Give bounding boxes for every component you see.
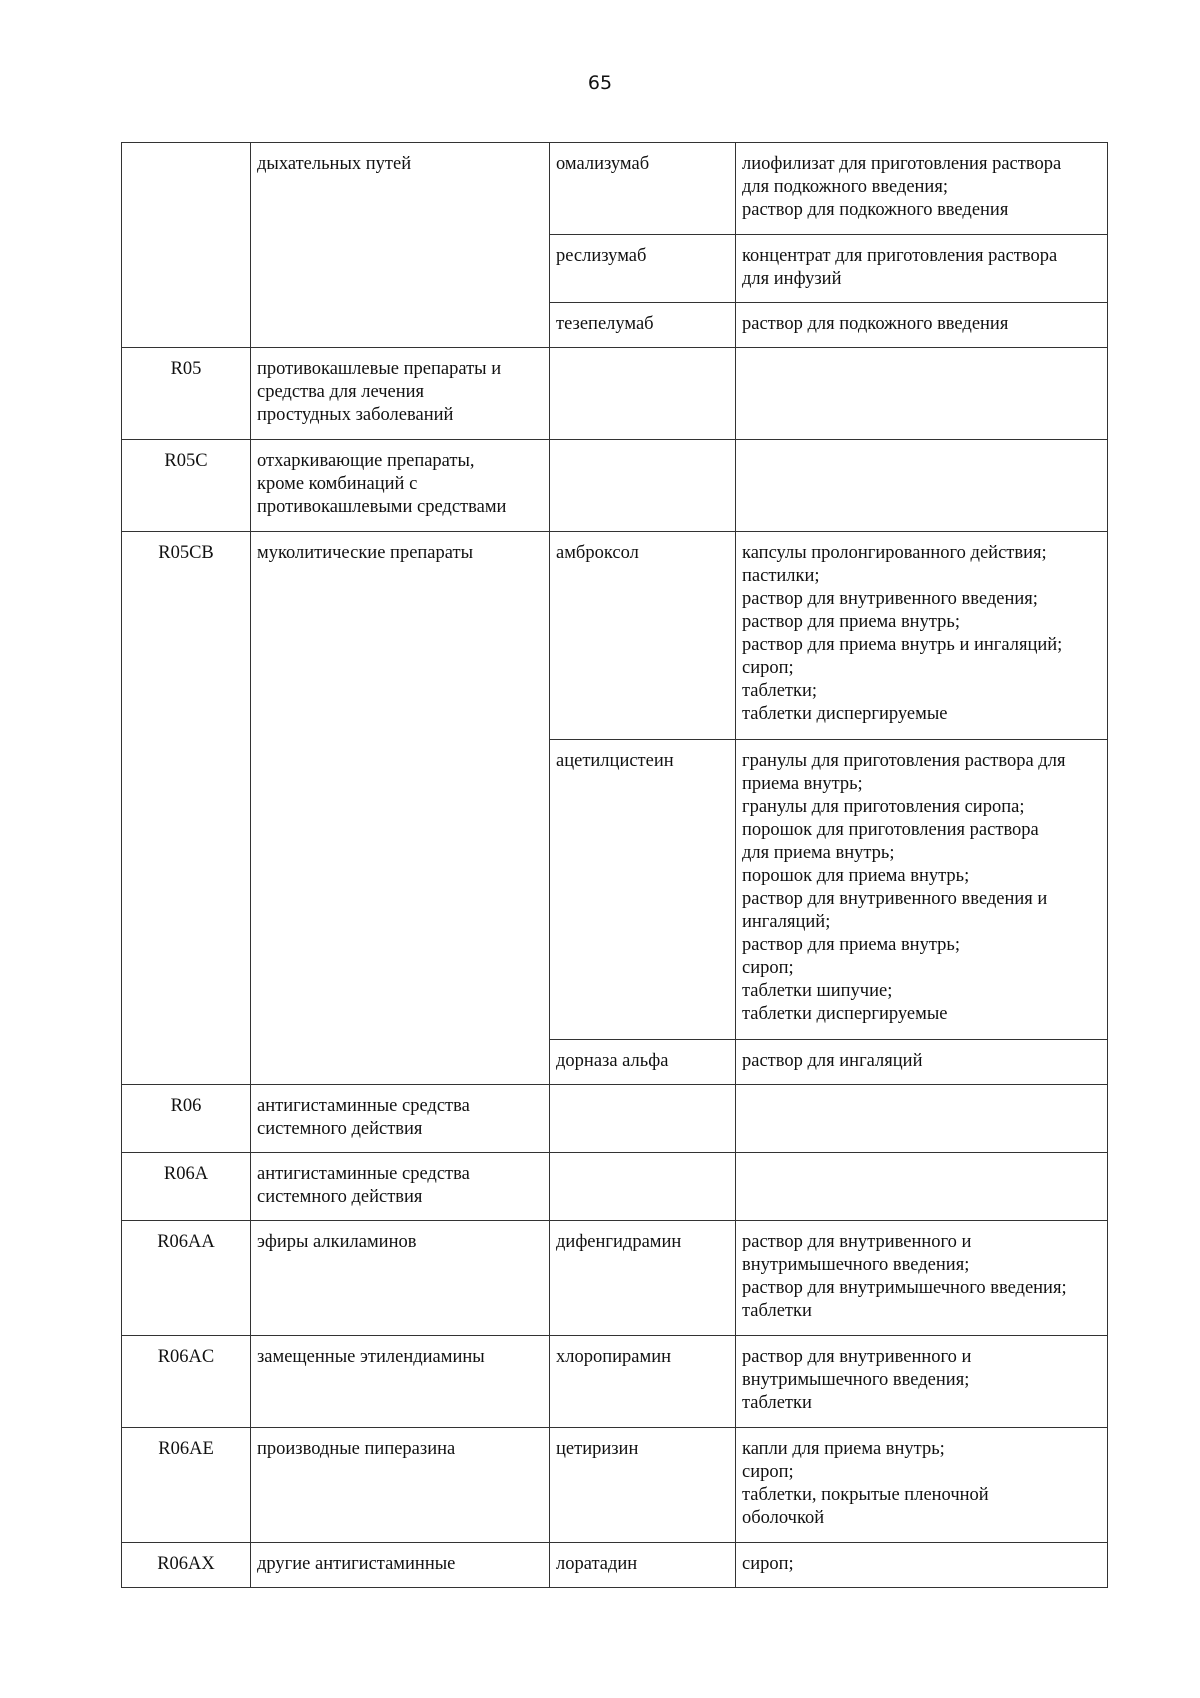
- form-line: сироп;: [742, 658, 794, 678]
- form-line: приема внутрь;: [742, 774, 863, 794]
- table-row: [122, 348, 1108, 440]
- forms-cell: [736, 303, 1108, 348]
- forms-cell: [736, 1336, 1108, 1428]
- form-line: таблетки: [742, 1301, 812, 1321]
- table-row: [122, 532, 1108, 740]
- form-line: для подкожного введения;: [742, 177, 948, 197]
- atc-code-cell: R06A: [122, 1153, 251, 1221]
- group-text: замещенные этилендиамины: [257, 1347, 485, 1367]
- form-line: внутримышечного введения;: [742, 1370, 970, 1390]
- drug-cell: ацетилцистеин: [550, 740, 736, 1040]
- forms-cell: [736, 440, 1108, 532]
- forms-cell: [736, 1085, 1108, 1153]
- table-row: [122, 1085, 1108, 1153]
- atc-code-cell: R06AE: [122, 1428, 251, 1543]
- drug-cell: [550, 440, 736, 532]
- forms-cell: [736, 532, 1108, 740]
- group-text: кроме комбинаций с: [257, 474, 418, 494]
- group-cell: [251, 1085, 550, 1153]
- drug-cell: амброксол: [550, 532, 736, 740]
- form-line: капли для приема внутрь;: [742, 1439, 945, 1459]
- form-line: таблетки, покрытые пленочной: [742, 1485, 989, 1505]
- group-cell: [251, 1336, 550, 1428]
- drug-cell: реслизумаб: [550, 235, 736, 303]
- form-line: раствор для внутривенного введения и: [742, 889, 1048, 909]
- atc-code-cell: R05CB: [122, 532, 251, 1085]
- page-number: 65: [587, 72, 613, 94]
- form-line: раствор для приема внутрь;: [742, 612, 960, 632]
- group-cell: [251, 1428, 550, 1543]
- group-text: муколитические препараты: [257, 543, 474, 563]
- drug-table: [121, 142, 1108, 1588]
- drug-cell: [550, 1085, 736, 1153]
- drug-cell: [550, 1153, 736, 1221]
- drug-cell: дифенгидрамин: [550, 1221, 736, 1336]
- forms-cell: [736, 143, 1108, 235]
- group-cell: [251, 1543, 550, 1588]
- form-line: раствор для внутривенного и: [742, 1232, 972, 1252]
- drug-cell: тезепелумаб: [550, 303, 736, 348]
- atc-code-cell: R06AA: [122, 1221, 251, 1336]
- table-row: [122, 1543, 1108, 1588]
- group-text: эфиры алкиламинов: [257, 1232, 417, 1252]
- form-line: для инфузий: [742, 269, 842, 289]
- form-line: порошок для приема внутрь;: [742, 866, 970, 886]
- forms-cell: [736, 1543, 1108, 1588]
- form-line: ингаляций;: [742, 912, 831, 932]
- form-line: сироп;: [742, 958, 794, 978]
- form-line: раствор для приема внутрь;: [742, 935, 960, 955]
- drug-cell: [550, 348, 736, 440]
- group-text: системного действия: [257, 1119, 423, 1139]
- group-text: отхаркивающие препараты,: [257, 451, 475, 471]
- atc-code-cell: R06: [122, 1085, 251, 1153]
- atc-code-cell: R05C: [122, 440, 251, 532]
- form-line: гранулы для приготовления сиропа;: [742, 797, 1025, 817]
- form-line: капсулы пролонгированного действия;: [742, 543, 1047, 563]
- forms-cell: [736, 740, 1108, 1040]
- form-line: лиофилизат для приготовления раствора: [742, 154, 1062, 174]
- form-line: раствор для приема внутрь и ингаляций;: [742, 635, 1063, 655]
- atc-code-cell: [122, 143, 251, 348]
- forms-cell: [736, 1221, 1108, 1336]
- atc-code-cell: R06AC: [122, 1336, 251, 1428]
- form-line: таблетки;: [742, 681, 818, 701]
- drug-cell: дорназа альфа: [550, 1040, 736, 1085]
- group-text: антигистаминные средства: [257, 1096, 470, 1116]
- form-line: для приема внутрь;: [742, 843, 895, 863]
- group-cell: [251, 532, 550, 1085]
- form-line: таблетки диспергируемые: [742, 1004, 948, 1024]
- forms-cell: [736, 235, 1108, 303]
- drug-cell: хлоропирамин: [550, 1336, 736, 1428]
- atc-code-cell: R06AX: [122, 1543, 251, 1588]
- group-text: производные пиперазина: [257, 1439, 456, 1459]
- group-text: системного действия: [257, 1187, 423, 1207]
- form-line: раствор для внутримышечного введения;: [742, 1278, 1067, 1298]
- forms-cell: [736, 1428, 1108, 1543]
- drug-cell: лоратадин: [550, 1543, 736, 1588]
- group-cell: [251, 440, 550, 532]
- drug-cell: цетиризин: [550, 1428, 736, 1543]
- form-line: таблетки: [742, 1393, 812, 1413]
- form-line: оболочкой: [742, 1508, 825, 1528]
- group-text: другие антигистаминные: [257, 1554, 456, 1574]
- forms-cell: [736, 348, 1108, 440]
- form-line: пастилки;: [742, 566, 820, 586]
- form-line: раствор для подкожного введения: [742, 314, 1009, 334]
- form-line: внутримышечного введения;: [742, 1255, 970, 1275]
- form-line: раствор для внутривенного введения;: [742, 589, 1038, 609]
- group-cell: [251, 1221, 550, 1336]
- form-line: гранулы для приготовления раствора для: [742, 751, 1066, 771]
- form-line: порошок для приготовления раствора: [742, 820, 1039, 840]
- group-text: противокашлевые препараты и: [257, 359, 502, 379]
- form-line: таблетки шипучие;: [742, 981, 893, 1001]
- table-row: [122, 1221, 1108, 1336]
- group-text: дыхательных путей: [257, 154, 412, 174]
- table-row: [122, 440, 1108, 532]
- group-text: антигистаминные средства: [257, 1164, 470, 1184]
- group-text: средства для лечения: [257, 382, 425, 402]
- form-line: раствор для ингаляций: [742, 1051, 923, 1071]
- group-cell: [251, 143, 550, 348]
- group-cell: [251, 348, 550, 440]
- form-line: раствор для подкожного введения: [742, 200, 1009, 220]
- form-line: концентрат для приготовления раствора: [742, 246, 1058, 266]
- group-cell: [251, 1153, 550, 1221]
- form-line: сироп;: [742, 1554, 794, 1574]
- form-line: сироп;: [742, 1462, 794, 1482]
- forms-cell: [736, 1153, 1108, 1221]
- group-text: простудных заболеваний: [257, 405, 454, 425]
- table-row: [122, 143, 1108, 235]
- forms-cell: [736, 1040, 1108, 1085]
- form-line: таблетки диспергируемые: [742, 704, 948, 724]
- table-row: [122, 1153, 1108, 1221]
- drug-cell: омализумаб: [550, 143, 736, 235]
- table-row: [122, 1428, 1108, 1543]
- atc-code-cell: R05: [122, 348, 251, 440]
- group-text: противокашлевыми средствами: [257, 497, 507, 517]
- table-row: [122, 1336, 1108, 1428]
- form-line: раствор для внутривенного и: [742, 1347, 972, 1367]
